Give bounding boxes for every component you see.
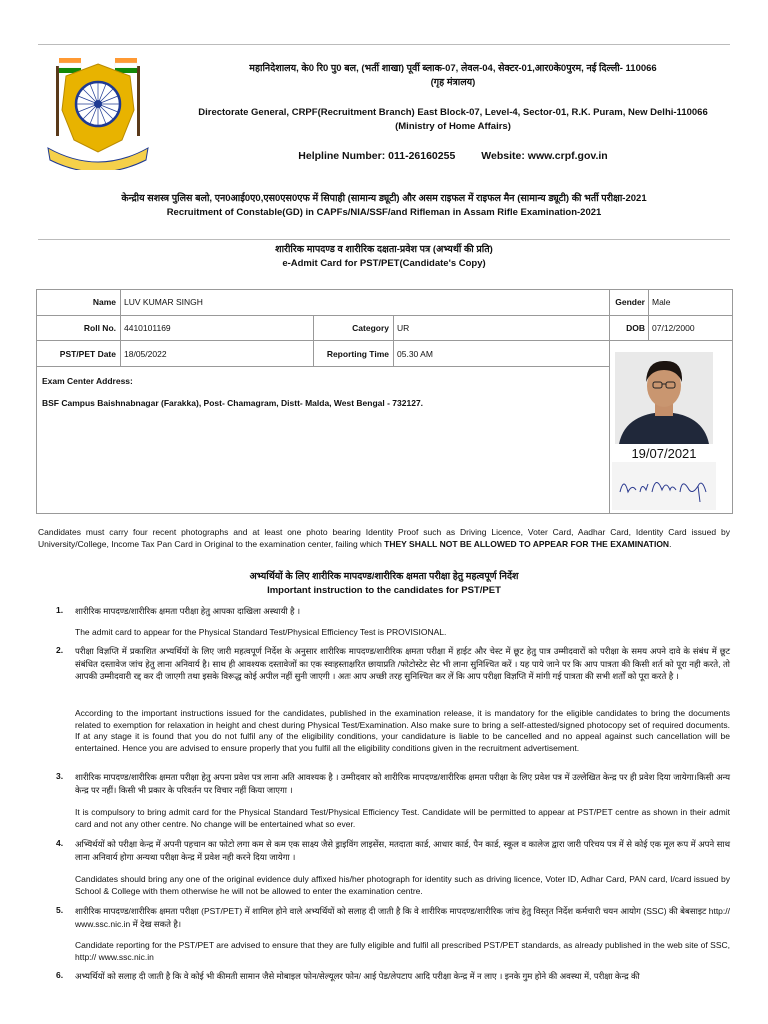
admit-card-title: [0, 243, 768, 271]
dob-label: DOB: [626, 323, 645, 333]
table-col-divider: [120, 289, 121, 366]
instruction-4-hindi: अभ्यिर्थयों को परीक्षा केन्द्र में अपनी पहचान का फोटो लगा कम से कम एक साक्ष्य जैसे ड्राइविंग लाइसेंस, मतदाता कार्ड, आधार कार्ड, पैन कार्ड, स्कूल व कालेज द्वारा जारी परिचय पत्र में से कोई एक मूल रूप में अपने साथ लाना अनिवार्य होगा अन्यथा परीक्षा केन्द्र में प्रवेश नही करने दिया जायेगा ।: [75, 839, 730, 862]
website-link[interactable]: Website: www.crpf.gov.in: [481, 150, 608, 162]
gender-value: Male: [652, 297, 671, 307]
instruction-5-english: Candidate reporting for the PST/PET are advised to ensure that they are fully eligible and fulfil all prescribed PST/PET standards, as already published in the web site of SSC, http:// www.ssc.nic.in: [75, 940, 730, 962]
instruction-3-hindi: शारीरिक मापदण्ड/शारीरिक क्षमता परीक्षा हेतु अपना प्रवेश पत्र लाना अति आवश्यक है । उम्मीदवार को शारीरिक मापदण्ड/शारीरिक क्षमता परीक्षा के लिए प्रवेश पत्र में उल्लेखित केन्द्र पर ही प्रवेश दिया जायेगा।किसी अन्य केन्द्र पर नहीं। किसी भी प्रकार के परिवर्तन पर विचार नहीं किया जाएगा ।: [75, 772, 730, 795]
test-date-value: 18/05/2022: [124, 349, 167, 359]
exam-center-label: Exam Center Address:: [42, 376, 133, 386]
instruction-number: 1.: [56, 605, 64, 615]
admit-card-title-hindi: शारीरिक मापदण्ड व शारीरिक दक्षता-प्रवेश पत्र (अभ्यर्थी की प्रति): [275, 244, 493, 255]
table-row-divider: [36, 340, 733, 341]
id-proof-notice-text: Candidates must carry four recent photographs and at least one photo bearing Identity Proof such as Driving Licence, Voter Card, Aadhar Card, Identity Card issued by University/College, Income Tax Pan Card in Original to the examination center, failing which: [38, 527, 730, 549]
id-proof-notice-end: .: [669, 538, 672, 549]
instruction-number: 3.: [56, 771, 64, 781]
name-label: Name: [92, 297, 116, 307]
table-col-divider: [393, 315, 394, 366]
helpline-number: Helpline Number: 011-26160255: [298, 150, 456, 162]
instruction-number: 4.: [56, 838, 64, 848]
instruction-number: 6.: [56, 970, 64, 980]
reporting-time-label: Reporting Time: [326, 349, 389, 359]
hq-address-english: [170, 106, 736, 134]
table-row-divider: [36, 315, 733, 316]
gender-label: Gender: [615, 297, 645, 307]
exam-center-address: BSF Campus Baishnabnagar (Farakka), Post- Chamagram, Distt- Malda, West Bengal - 732127.: [42, 398, 424, 408]
hq-address-english-line1: Directorate General, CRPF(Recruitment Branch) East Block-07, Level-4, Sector-01, R.K. Puram, New Delhi-110066: [198, 107, 708, 118]
instructions-title: [0, 570, 768, 598]
hq-address-hindi-line1: महानिदेशालय, के0 रि0 पु0 बल, (भर्ती शाखा) पूर्वी ब्लाक-07, लेवल-04, सेक्टर-01,आर0के0पुरम, नई दिल्ली- 110066: [249, 63, 657, 74]
exam-title-english: Recruitment of Constable(GD) in CAPFs/NIA/SSF/and Rifleman in Assam Rifle Examination-2021: [166, 207, 602, 218]
instruction-2-english: According to the important instructions issued for the candidates, published in the examination release, it is mandatory for the eligible candidates to bring the documents related to exemption for relaxation in height and chest during Physical Test/Examination. Also make sure to bring a self-attested/signed photocopy set of required documents. If at any stage it is found that you do not fulfil any of the eligibility conditions, your candidature is liable to be cancelled and no appeal against such cancellation will be entertained. Hence you are advised to ensure properly that you fulfil all the eligibility conditions given in the recruitment advertisement.: [75, 708, 730, 753]
candidate-signature: [612, 462, 716, 510]
roll-number: 4410101169: [124, 323, 171, 333]
category-value: UR: [397, 323, 410, 333]
roll-label: Roll No.: [83, 323, 116, 333]
admit-card-title-english: e-Admit Card for PST/PET(Candidate's Copy): [282, 258, 486, 269]
instruction-number: 5.: [56, 905, 64, 915]
dob-value: 07/12/2000: [652, 323, 695, 333]
hq-address-english-line2: (Ministry of Home Affairs): [395, 121, 511, 132]
top-divider: [38, 44, 730, 45]
instruction-3-english: It is compulsory to bring admit card for the Physical Standard Test/Physical Efficiency Test. Candidate will be permitted to appear at PST/PET centre as shown in their admit card and not any other centre. No change will be entertained what so ever.: [75, 807, 730, 829]
contact-line: [170, 149, 736, 163]
reporting-time-value: 05.30 AM: [397, 349, 433, 359]
id-proof-notice: [38, 527, 730, 550]
crpf-emblem-icon: [42, 52, 154, 170]
exam-title-hindi: केन्द्रीय सशस्त्र पुलिस बलो, एन0आई0ए0,एस0एस0एफ में सिपाही (सामान्य ड्यूटी) और असम राइफल में राइफल मैन (सामान्य ड्यूटी) की भर्ती परीक्षा-2021: [121, 193, 647, 204]
table-col-divider: [648, 289, 649, 340]
instruction-6-hindi: अभ्यर्थियों को सलाह दी जाती है कि वे कोई भी कीमती सामान जैसे मोबाइल फोन/सेल्यूलर फोन/ आई पेड/लेपटाप आदि परीक्षा केन्द्र में न लाए । इनके गुम होने की अवस्था में, परीक्षा केन्द्र की: [75, 971, 640, 981]
instructions-title-english: Important instruction to the candidates for PST/PET: [267, 585, 501, 596]
section-divider: [38, 239, 730, 240]
instruction-4-english: Candidates should bring any one of the original evidence duly affixed his/her photograph for identity such as driving licence, Voter ID, Adhar Card, PAN card, I/card issued by School & College with them otherwise he will not be allowed to enter the examination centre.: [75, 874, 730, 896]
hq-address-hindi-line2: (गृह मंत्रालय): [430, 77, 476, 88]
candidate-photo: [615, 352, 713, 444]
test-date-label: PST/PET Date: [59, 349, 116, 359]
instruction-1-english: The admit card to appear for the Physical Standard Test/Physical Efficiency Test is PROVISIONAL.: [75, 627, 447, 637]
instruction-number: 2.: [56, 645, 64, 655]
candidate-name: LUV KUMAR SINGH: [124, 297, 203, 307]
instruction-2-hindi: परीक्षा विज्ञप्ति में प्रकाशित अभ्यर्थियों के लिए जारी महत्वपूर्ण निर्देश के अनुसार शारीरिक मापदण्ड/शारीरिक क्षमता परीक्षा में हाईट और चेस्ट में छूट हेतु पात्र उम्मीदवारों को परीक्षा के समय अपने दावे के संबंध में छूट संबंधित दस्तावेज जांच हेतु लाना अनिवार्य है। साथ ही आवश्यक दस्तावेजों का एक स्वःहस्ताक्षरित छायाप्रति /फोटोस्टेट सेट भी लाना सुनिश्चित करें । यह पाये जाने पर कि आप पात्रता की किसी शर्त को पूरा नही करते, तो आपकी उम्मीदवारी रद्द कर दी जाएगी तथा इसके विरूद्ध कोई अपील नहीं सुनी जाएगी । अतः आप अच्छी तरह सुनिश्चित कर लें कि आप परीक्षा विज्ञप्ति में मांगी गई पात्रता की सभी शर्तों को पूरा करते है ।: [75, 646, 730, 681]
photo-date: 19/07/2021: [631, 446, 697, 461]
instruction-1-hindi: शारीरिक मापदण्ड/शारीरिक क्षमता परीक्षा हेतु आपका दाखिला अस्थायी है ।: [75, 606, 301, 616]
hq-address-hindi: [170, 62, 736, 90]
instructions-title-hindi: अभ्यर्थियों के लिए शारीरिक मापदण्ड/शारीरिक क्षमता परीक्षा हेतु महत्वपूर्ण निर्देश: [249, 571, 519, 582]
id-proof-notice-warning: THEY SHALL NOT BE ALLOWED TO APPEAR FOR THE EXAMINATION: [384, 538, 670, 549]
category-label: Category: [352, 323, 389, 333]
table-row-divider: [36, 366, 609, 367]
instruction-5-hindi: शारीरिक मापदण्ड/शारीरिक क्षमता परीक्षा (PST/PET) में शामिल होने वाले अभ्यर्थियों को सलाह दी जाती है कि वे शारीरिक मापदण्ड/शारीरिक जांच हेतु विस्तृत निर्देश कर्मचारी चयन आयोग (SSC) की बेबसाइट http:// www.ssc.nic.in में देख सकते है।: [75, 906, 730, 929]
table-col-divider: [313, 315, 314, 366]
exam-title: [0, 192, 768, 220]
